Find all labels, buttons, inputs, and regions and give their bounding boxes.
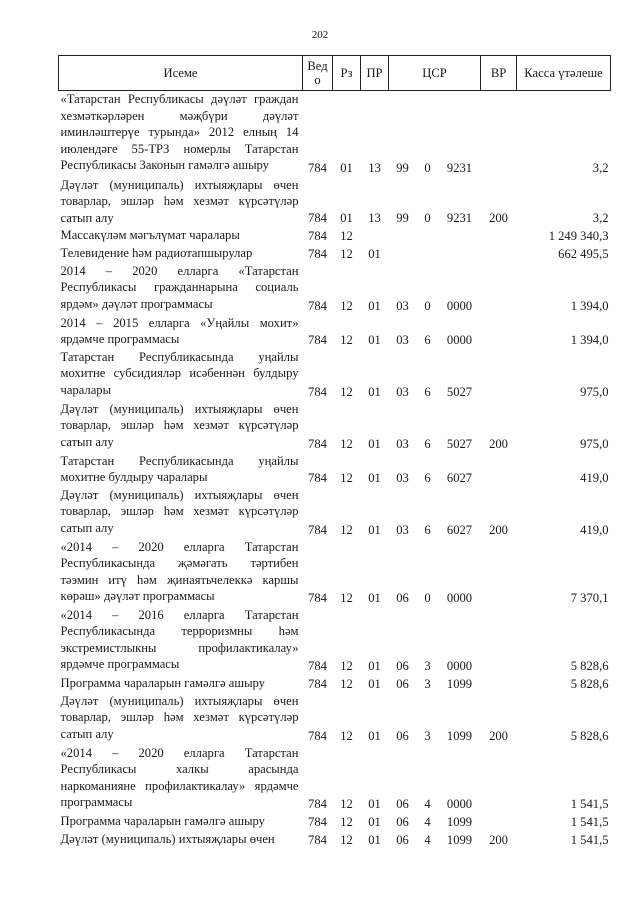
cell-pr: 01: [368, 659, 381, 673]
cell-ved: 784: [308, 677, 327, 691]
table-row: [59, 263, 611, 315]
cell-name: 2014 – 2015 елларга «Уңайлы мохит» ярдәмче программасы: [60, 315, 299, 346]
cell-vr: 200: [489, 211, 508, 225]
table-row: [59, 91, 611, 177]
cell-rz: 12: [340, 591, 353, 605]
cell-name: «Татарстан Республикасы дәүләт граждан хезмәткәрләрен мәҗбүри дәүләт иминләштерүе турында» 2012 елның 14 июлендәге 55-ТРЗ номерлы Татарстан Республикасы Законын гамәлгә ашыру: [60, 92, 299, 172]
cell-csr-direction: 1099: [446, 833, 473, 847]
cell-ved: 784: [308, 523, 327, 537]
table-header: [59, 56, 611, 91]
cell-vr: [481, 453, 517, 487]
cell-pr: 01: [368, 677, 381, 691]
page-number: 202: [311, 29, 329, 41]
cell-rz: 12: [340, 437, 353, 451]
cell-ved: 784: [308, 471, 327, 485]
cell-csr-program: 03: [396, 437, 409, 451]
cell-kassa: 1 394,0: [570, 333, 609, 347]
cell-csr-direction: 9231: [446, 161, 473, 175]
cell-kassa: 975,0: [580, 385, 609, 399]
cell-rz: 12: [340, 523, 353, 537]
cell-rz: 12: [340, 333, 353, 347]
cell-ved: 784: [308, 437, 327, 451]
cell-csr-sub: 0: [424, 299, 431, 313]
table-row: [59, 813, 611, 831]
cell-name: Телевидение һәм радиотапшырулар: [60, 245, 253, 260]
cell-csr-program: 03: [396, 523, 409, 537]
cell-vr: 200: [489, 729, 508, 743]
cell-pr: 01: [368, 299, 381, 313]
header-csr: ЦСР: [389, 56, 481, 91]
table-row: [59, 487, 611, 539]
cell-kassa: 419,0: [580, 471, 609, 485]
cell-vr: [481, 349, 517, 401]
header-kassa: Касса үтәлеше: [517, 56, 611, 91]
header-pr: ПР: [361, 56, 389, 91]
cell-csr-sub: 6: [424, 523, 431, 537]
cell-pr: 01: [368, 815, 381, 829]
cell-rz: 12: [340, 815, 353, 829]
cell-csr-direction: 1099: [446, 815, 473, 829]
cell-ved: 784: [308, 591, 327, 605]
cell-rz: 12: [340, 729, 353, 743]
cell-csr-sub: 4: [424, 797, 431, 811]
cell-csr-program: 06: [396, 833, 409, 847]
cell-rz: 12: [340, 833, 353, 847]
table-row: [59, 453, 611, 487]
cell-pr: 01: [368, 833, 381, 847]
cell-csr-direction: 6027: [446, 523, 473, 537]
cell-csr-program: 99: [396, 211, 409, 225]
cell-pr: 01: [368, 385, 381, 399]
cell-kassa: 1 249 340,3: [548, 229, 609, 243]
budget-table: [58, 55, 611, 849]
table-row: [59, 831, 611, 849]
cell-vr: [481, 745, 517, 813]
cell-csr-program: 99: [396, 161, 409, 175]
table-row: [59, 539, 611, 607]
cell-ved: 784: [308, 229, 327, 243]
table-row: [59, 675, 611, 693]
cell-name: Татарстан Республикасында уңайлы мохитне булдыру чаралары: [60, 453, 299, 484]
cell-csr-program: 03: [396, 385, 409, 399]
cell-csr-sub: 6: [424, 333, 431, 347]
cell-csr-sub: 3: [424, 659, 431, 673]
cell-csr-direction: 0000: [446, 659, 473, 673]
cell-rz: 12: [340, 677, 353, 691]
cell-vr: 200: [489, 437, 508, 451]
cell-kassa: 419,0: [580, 523, 609, 537]
cell-name: Татарстан Республикасында уңайлы мохитне субсидияләр исәбеннән булдыру чаралары: [60, 349, 299, 397]
cell-vr: [481, 263, 517, 315]
table-row: [59, 177, 611, 227]
cell-kassa: 7 370,1: [570, 591, 609, 605]
cell-csr-program: 06: [396, 815, 409, 829]
cell-ved: 784: [308, 815, 327, 829]
cell-rz: 01: [340, 211, 353, 225]
cell-csr-sub: 3: [424, 677, 431, 691]
cell-ved: 784: [308, 247, 327, 261]
cell-pr: [361, 227, 389, 245]
cell-pr: 01: [368, 247, 381, 261]
cell-rz: 12: [340, 471, 353, 485]
cell-rz: 12: [340, 229, 353, 243]
cell-vr: [481, 813, 517, 831]
cell-pr: 13: [368, 161, 381, 175]
cell-vr: [481, 675, 517, 693]
cell-csr-sub: 6: [424, 385, 431, 399]
cell-pr: 01: [368, 729, 381, 743]
cell-pr: 01: [368, 437, 381, 451]
cell-vr: [481, 245, 517, 263]
table-row: [59, 607, 611, 675]
header-name: Исеме: [59, 56, 303, 91]
cell-rz: 01: [340, 161, 353, 175]
cell-kassa: 1 541,5: [570, 797, 609, 811]
cell-ved: 784: [308, 333, 327, 347]
cell-csr-program: 03: [396, 299, 409, 313]
cell-csr-program: 06: [396, 729, 409, 743]
cell-name: Дәүләт (муниципаль) ихтыяҗлары өчен товарлар, эшләр һәм хезмәт күрсәтүләр сатып алу: [60, 693, 299, 741]
table-body: [59, 91, 611, 849]
cell-kassa: 5 828,6: [570, 659, 609, 673]
cell-csr-direction: 9231: [446, 211, 473, 225]
cell-ved: 784: [308, 833, 327, 847]
cell-pr: 01: [368, 797, 381, 811]
cell-csr-sub: [417, 245, 439, 263]
cell-vr: 200: [489, 833, 508, 847]
cell-kassa: 5 828,6: [570, 729, 609, 743]
cell-vr: [481, 539, 517, 607]
table-row: [59, 227, 611, 245]
cell-kassa: 1 541,5: [570, 815, 609, 829]
cell-csr-program: 03: [396, 333, 409, 347]
cell-csr-sub: 0: [424, 161, 431, 175]
cell-pr: 01: [368, 523, 381, 537]
cell-name: 2014 – 2020 елларга «Татарстан Республикасы гражданнарына социаль ярдәм» дәүләт программасы: [60, 263, 299, 311]
cell-name: «2014 – 2020 елларга Татарстан Республикасы халкы арасында наркоманияне профилактикалау» ярдәмче программасы: [60, 745, 299, 809]
cell-csr-program: 03: [396, 471, 409, 485]
cell-csr-sub: 0: [424, 591, 431, 605]
table-row: [59, 401, 611, 453]
table-row: [59, 349, 611, 401]
cell-ved: 784: [308, 299, 327, 313]
cell-ved: 784: [308, 729, 327, 743]
cell-csr-direction: 5027: [446, 437, 473, 451]
cell-csr-direction: 6027: [446, 471, 473, 485]
cell-name: Дәүләт (муниципаль) ихтыяҗлары өчен товарлар, эшләр һәм хезмәт күрсәтүләр сатып алу: [60, 177, 299, 225]
cell-name: Дәүләт (муниципаль) ихтыяҗлары өчен товарлар, эшләр һәм хезмәт күрсәтүләр сатып алу: [60, 487, 299, 535]
cell-csr-program: [389, 245, 417, 263]
cell-csr-program: 06: [396, 659, 409, 673]
cell-pr: 01: [368, 471, 381, 485]
cell-csr-direction: [439, 245, 481, 263]
cell-name: Массакүләм мәгълүмат чаралары: [60, 227, 240, 242]
cell-pr: 01: [368, 333, 381, 347]
cell-vr: 200: [489, 523, 508, 537]
cell-ved: 784: [308, 385, 327, 399]
cell-kassa: 1 541,5: [570, 833, 609, 847]
cell-kassa: 1 394,0: [570, 299, 609, 313]
cell-ved: 784: [308, 161, 327, 175]
cell-kassa: 3,2: [592, 211, 609, 225]
table-row: [59, 745, 611, 813]
cell-csr-direction: [439, 227, 481, 245]
header-rz: Рз: [333, 56, 361, 91]
cell-kassa: 5 828,6: [570, 677, 609, 691]
cell-vr: [481, 227, 517, 245]
cell-csr-program: [389, 227, 417, 245]
cell-pr: 01: [368, 591, 381, 605]
cell-name: «2014 – 2020 елларга Татарстан Республикасында җәмәгать тәртибен тәэмин итү һәм җинаятьчелеккә каршы көрәш» дәүләт программасы: [60, 539, 299, 603]
cell-csr-sub: 0: [424, 211, 431, 225]
cell-csr-direction: 0000: [446, 299, 473, 313]
cell-csr-direction: 0000: [446, 797, 473, 811]
cell-csr-sub: [417, 227, 439, 245]
table-row: [59, 245, 611, 263]
cell-csr-direction: 1099: [446, 729, 473, 743]
cell-csr-direction: 0000: [446, 333, 473, 347]
cell-name: Программа чараларын гамәлгә ашыру: [60, 675, 265, 690]
cell-name: «2014 – 2016 елларга Татарстан Республикасында терроризмны һәм экстремистлыкны профилактикалау» ярдәмче программасы: [60, 607, 299, 671]
cell-csr-direction: 1099: [446, 677, 473, 691]
cell-rz: 12: [340, 797, 353, 811]
cell-csr-program: 06: [396, 677, 409, 691]
cell-ved: 784: [308, 211, 327, 225]
cell-csr-sub: 6: [424, 437, 431, 451]
cell-name: Программа чараларын гамәлгә ашыру: [60, 813, 265, 828]
cell-csr-sub: 6: [424, 471, 431, 485]
header-vedo: Ведо: [303, 56, 333, 91]
cell-csr-sub: 4: [424, 833, 431, 847]
cell-csr-program: 06: [396, 591, 409, 605]
cell-csr-sub: 4: [424, 815, 431, 829]
table-row: [59, 693, 611, 745]
cell-pr: 13: [368, 211, 381, 225]
cell-csr-direction: 0000: [446, 591, 473, 605]
cell-name: Дәүләт (муниципаль) ихтыяҗлары өчен товарлар, эшләр һәм хезмәт күрсәтүләр сатып алу: [60, 401, 299, 449]
cell-name: Дәүләт (муниципаль) ихтыяҗлары өчен: [60, 831, 275, 846]
cell-kassa: 3,2: [592, 161, 609, 175]
cell-csr-sub: 3: [424, 729, 431, 743]
cell-rz: 12: [340, 659, 353, 673]
cell-rz: 12: [340, 299, 353, 313]
cell-vr: [481, 607, 517, 675]
cell-kassa: 662 495,5: [558, 247, 609, 261]
cell-csr-direction: 5027: [446, 385, 473, 399]
cell-rz: 12: [340, 385, 353, 399]
cell-vr: [481, 315, 517, 349]
table-row: [59, 315, 611, 349]
cell-csr-program: 06: [396, 797, 409, 811]
cell-vr: [481, 91, 517, 177]
cell-ved: 784: [308, 797, 327, 811]
cell-ved: 784: [308, 659, 327, 673]
header-vr: ВР: [481, 56, 517, 91]
cell-rz: 12: [340, 247, 353, 261]
cell-kassa: 975,0: [580, 437, 609, 451]
